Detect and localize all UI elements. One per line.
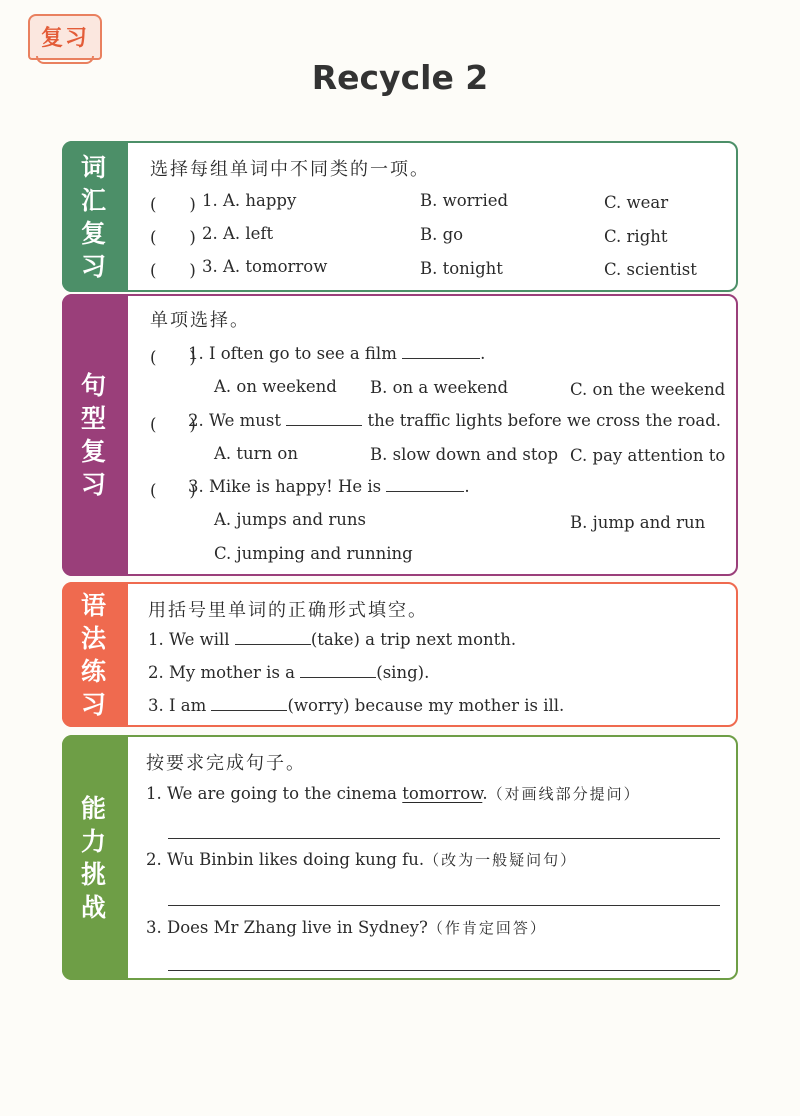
ability-q1-pre: 1. We are going to the cinema bbox=[146, 784, 398, 803]
ability-q2 bbox=[146, 849, 577, 870]
sentence-instruction: 单项选择。 bbox=[150, 310, 250, 331]
ability-tab-label: 能力挑战 bbox=[80, 793, 109, 922]
vocab-section bbox=[62, 141, 738, 292]
grammar-item-3-pre: 3. I am bbox=[148, 696, 207, 715]
ability-q3-answer-line[interactable] bbox=[168, 970, 720, 971]
grammar-tab-label: 语法练习 bbox=[80, 590, 109, 719]
vocab-tab bbox=[62, 141, 128, 292]
page-title: Recycle 2 bbox=[311, 58, 489, 97]
review-badge-label: 复习 bbox=[40, 26, 89, 51]
ability-q1-end: . bbox=[482, 784, 488, 803]
grammar-item-2 bbox=[148, 663, 429, 682]
ability-q3-note: （作肯定回答） bbox=[427, 919, 547, 937]
ability-q2-text: 2. Wu Binbin likes doing kung fu. bbox=[146, 850, 425, 869]
vocab-item-2-c: C. right bbox=[604, 227, 668, 246]
grammar-item-1-pre: 1. We will bbox=[148, 630, 230, 649]
grammar-item-3-blank bbox=[211, 696, 287, 711]
vocab-item-3-a: 3. A. tomorrow bbox=[202, 257, 328, 276]
sentence-section bbox=[62, 294, 738, 576]
sentence-tab-label: 句型复习 bbox=[80, 371, 109, 499]
ability-q1-note: （对画线部分提问） bbox=[487, 785, 641, 803]
ability-q1 bbox=[146, 783, 641, 804]
sentence-q1-end: . bbox=[480, 344, 486, 363]
ability-q2-answer-line[interactable] bbox=[168, 905, 720, 906]
sentence-q2-post: the traffic lights before we cross the road. bbox=[367, 411, 722, 430]
vocab-item-1-b: B. worried bbox=[420, 191, 509, 210]
vocab-item-3-c: C. scientist bbox=[604, 260, 697, 279]
sentence-q3 bbox=[188, 477, 470, 496]
sentence-q3-option-b: B. jump and run bbox=[570, 513, 706, 532]
sentence-q2-option-c: C. pay attention to bbox=[570, 446, 726, 465]
review-badge bbox=[28, 14, 102, 60]
vocab-tab-label: 词汇复习 bbox=[80, 152, 109, 281]
grammar-item-1-blank bbox=[235, 630, 311, 645]
ability-section bbox=[62, 735, 738, 980]
sentence-q1 bbox=[188, 344, 485, 363]
grammar-item-3-post: (worry) because my mother is ill. bbox=[287, 696, 565, 715]
sentence-q3-option-c: C. jumping and running bbox=[214, 544, 413, 563]
vocab-instruction: 选择每组单词中不同类的一项。 bbox=[150, 159, 430, 180]
ability-q1-answer-line[interactable] bbox=[168, 838, 720, 839]
ability-q3-text: 3. Does Mr Zhang live in Sydney? bbox=[146, 918, 428, 937]
grammar-instruction: 用括号里单词的正确形式填空。 bbox=[148, 600, 428, 621]
sentence-q2-blank bbox=[286, 411, 362, 426]
sentence-q3-blank bbox=[386, 477, 464, 492]
vocab-item-1-paren: ( ) bbox=[150, 195, 196, 214]
ability-q2-note: （改为一般疑问句） bbox=[424, 851, 578, 869]
sentence-q2-paren: ( ) bbox=[150, 415, 196, 434]
sentence-q2-pre: 2. We must bbox=[188, 411, 281, 430]
sentence-q2 bbox=[188, 411, 721, 430]
grammar-item-2-blank bbox=[300, 663, 376, 678]
sentence-q1-paren: ( ) bbox=[150, 348, 196, 367]
vocab-item-2-a: 2. A. left bbox=[202, 224, 274, 243]
sentence-q1-blank bbox=[402, 344, 480, 359]
vocab-item-2-b: B. go bbox=[420, 225, 464, 244]
grammar-section bbox=[62, 582, 738, 727]
sentence-q1-option-a: A. on weekend bbox=[214, 377, 337, 396]
grammar-tab bbox=[62, 582, 128, 727]
grammar-item-2-post: (sing). bbox=[376, 663, 430, 682]
grammar-item-1-post: (take) a trip next month. bbox=[310, 630, 517, 649]
ability-instruction: 按要求完成句子。 bbox=[146, 753, 306, 774]
grammar-item-1 bbox=[148, 630, 516, 649]
ability-q3 bbox=[146, 917, 547, 938]
sentence-q3-end: . bbox=[464, 477, 470, 496]
ability-q1-underlined: tomorrow bbox=[402, 784, 483, 803]
sentence-tab bbox=[62, 294, 128, 576]
sentence-q3-option-a: A. jumps and runs bbox=[214, 510, 366, 529]
vocab-item-1-a: 1. A. happy bbox=[202, 191, 297, 210]
sentence-q2-option-b: B. slow down and stop bbox=[370, 445, 559, 464]
sentence-q1-option-c: C. on the weekend bbox=[570, 380, 726, 399]
vocab-item-3-paren: ( ) bbox=[150, 261, 196, 280]
grammar-item-2-pre: 2. My mother is a bbox=[148, 663, 296, 682]
grammar-item-3 bbox=[148, 696, 564, 715]
sentence-q3-paren: ( ) bbox=[150, 481, 196, 500]
vocab-item-3-b: B. tonight bbox=[420, 259, 503, 278]
sentence-q3-text: 3. Mike is happy! He is bbox=[188, 477, 382, 496]
vocab-item-2-paren: ( ) bbox=[150, 228, 196, 247]
ability-tab bbox=[62, 735, 128, 980]
vocab-item-1-c: C. wear bbox=[604, 193, 669, 212]
sentence-q1-option-b: B. on a weekend bbox=[370, 378, 509, 397]
sentence-q1-text: 1. I often go to see a film bbox=[188, 344, 397, 363]
sentence-q2-option-a: A. turn on bbox=[214, 444, 298, 463]
